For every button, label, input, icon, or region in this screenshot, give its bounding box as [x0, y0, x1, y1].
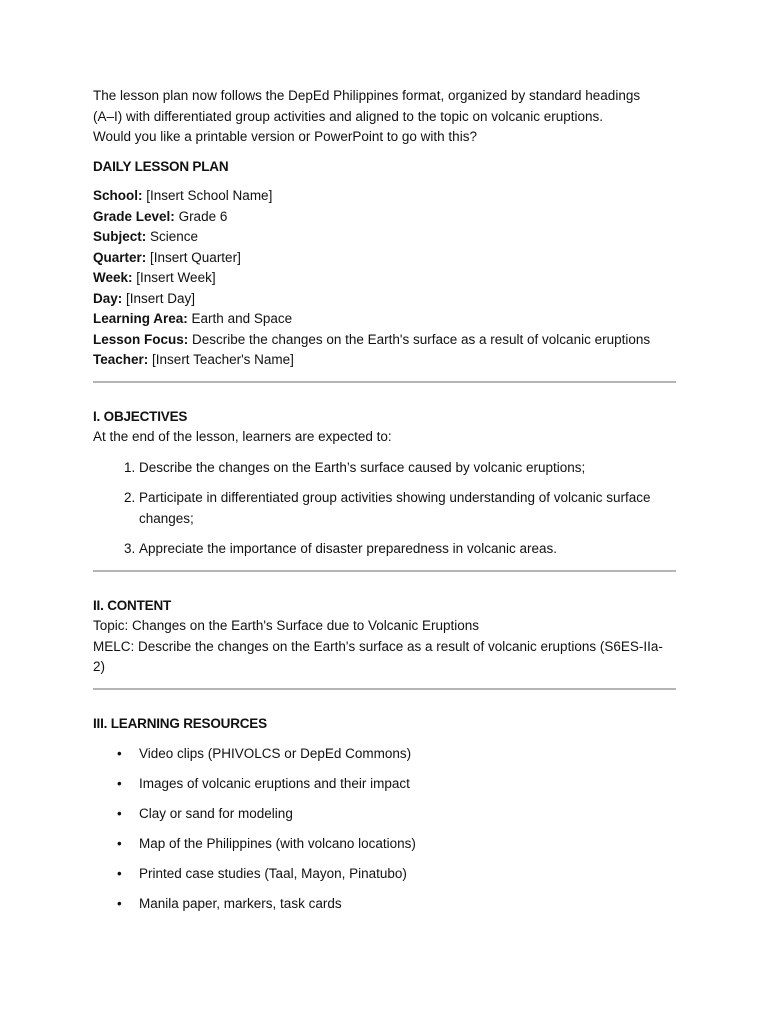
bullet-icon: •	[117, 806, 122, 822]
info-value: [Insert Day]	[126, 290, 196, 306]
intro-paragraph	[93, 86, 676, 148]
section-divider	[93, 381, 676, 383]
resources-section	[93, 714, 676, 915]
objectives-intro: At the end of the lesson, learners are expected to:	[93, 429, 392, 444]
melc-line: 2)	[93, 659, 106, 674]
info-value: Grade 6	[178, 208, 228, 224]
info-teacher	[93, 350, 676, 371]
info-value: Science	[150, 229, 199, 244]
lesson-info-block	[93, 186, 676, 371]
intro-line: (A–I) with differentiated group activities and aligned to the topic on volcanic eruptions.	[93, 108, 604, 124]
info-label: Subject:	[93, 229, 147, 244]
info-quarter	[93, 248, 676, 269]
lesson-plan-title: DAILY LESSON PLAN	[93, 158, 229, 174]
info-value: [Insert School Name]	[146, 188, 273, 203]
resource-text: Video clips (PHIVOLCS or DepEd Commons)	[139, 746, 412, 761]
info-grade-level	[93, 207, 676, 228]
info-label: Week:	[93, 270, 133, 285]
bullet-icon: •	[117, 896, 122, 912]
resource-item	[117, 834, 676, 855]
section-divider	[93, 688, 676, 690]
resource-text: Printed case studies (Taal, Mayon, Pinatubo)	[139, 866, 407, 882]
intro-line: Would you like a printable version or PowerPoint to go with this?	[93, 129, 477, 144]
info-label: School:	[93, 188, 143, 203]
info-learning-area	[93, 309, 676, 330]
content-topic: Topic: Changes on the Earth's Surface due to Volcanic Eruptions	[93, 618, 480, 633]
info-value: [Insert Week]	[136, 270, 216, 285]
bullet-icon: •	[117, 836, 122, 852]
melc-line: MELC: Describe the changes on the Earth's surface as a result of volcanic eruptions (S6ES-IIa-	[93, 638, 663, 654]
objectives-section	[93, 407, 676, 560]
resource-text: Map of the Philippines (with volcano locations)	[139, 836, 416, 852]
resource-item	[117, 804, 676, 825]
objective-item: 2. Participate in differentiated group activities showing understanding of volcanic surface changes;	[139, 488, 676, 529]
intro-line: The lesson plan now follows the DepEd Philippines format, organized by standard headings	[93, 88, 641, 103]
resource-item	[117, 864, 676, 885]
info-value: [Insert Teacher's Name]	[152, 352, 294, 367]
resource-item	[117, 774, 676, 795]
info-label: Quarter:	[93, 249, 147, 265]
info-week	[93, 268, 676, 289]
content-heading: II. CONTENT	[93, 597, 172, 613]
objectives-heading: I. OBJECTIVES	[93, 408, 188, 424]
objective-item: 1. Describe the changes on the Earth’s surface caused by volcanic eruptions;	[139, 458, 676, 479]
info-day	[93, 289, 676, 310]
info-subject	[93, 227, 676, 248]
info-label: Day:	[93, 290, 123, 306]
resources-heading: III. LEARNING RESOURCES	[93, 715, 267, 731]
info-label: Teacher:	[93, 352, 149, 367]
info-school	[93, 186, 676, 207]
resources-list	[93, 744, 676, 915]
info-label: Learning Area:	[93, 311, 188, 326]
info-label: Lesson Focus:	[93, 331, 189, 347]
resource-item	[117, 744, 676, 765]
info-value: Earth and Space	[191, 311, 293, 326]
resource-text: Images of volcanic eruptions and their impact	[139, 776, 410, 792]
info-value: Describe the changes on the Earth's surface as a result of volcanic eruptions	[192, 331, 651, 347]
content-melc	[93, 637, 676, 678]
objective-item: 3. Appreciate the importance of disaster preparedness in volcanic areas.	[139, 539, 676, 560]
bullet-icon: •	[117, 866, 122, 882]
info-lesson-focus	[93, 330, 676, 351]
info-label: Grade Level:	[93, 208, 175, 224]
content-section	[93, 596, 676, 678]
info-value: [Insert Quarter]	[150, 249, 241, 265]
resource-text: Manila paper, markers, task cards	[139, 896, 342, 912]
bullet-icon: •	[117, 746, 122, 761]
objectives-list	[93, 458, 676, 560]
resource-text: Clay or sand for modeling	[139, 806, 293, 822]
resource-item	[117, 894, 676, 915]
section-divider	[93, 570, 676, 572]
bullet-icon: •	[117, 776, 122, 792]
